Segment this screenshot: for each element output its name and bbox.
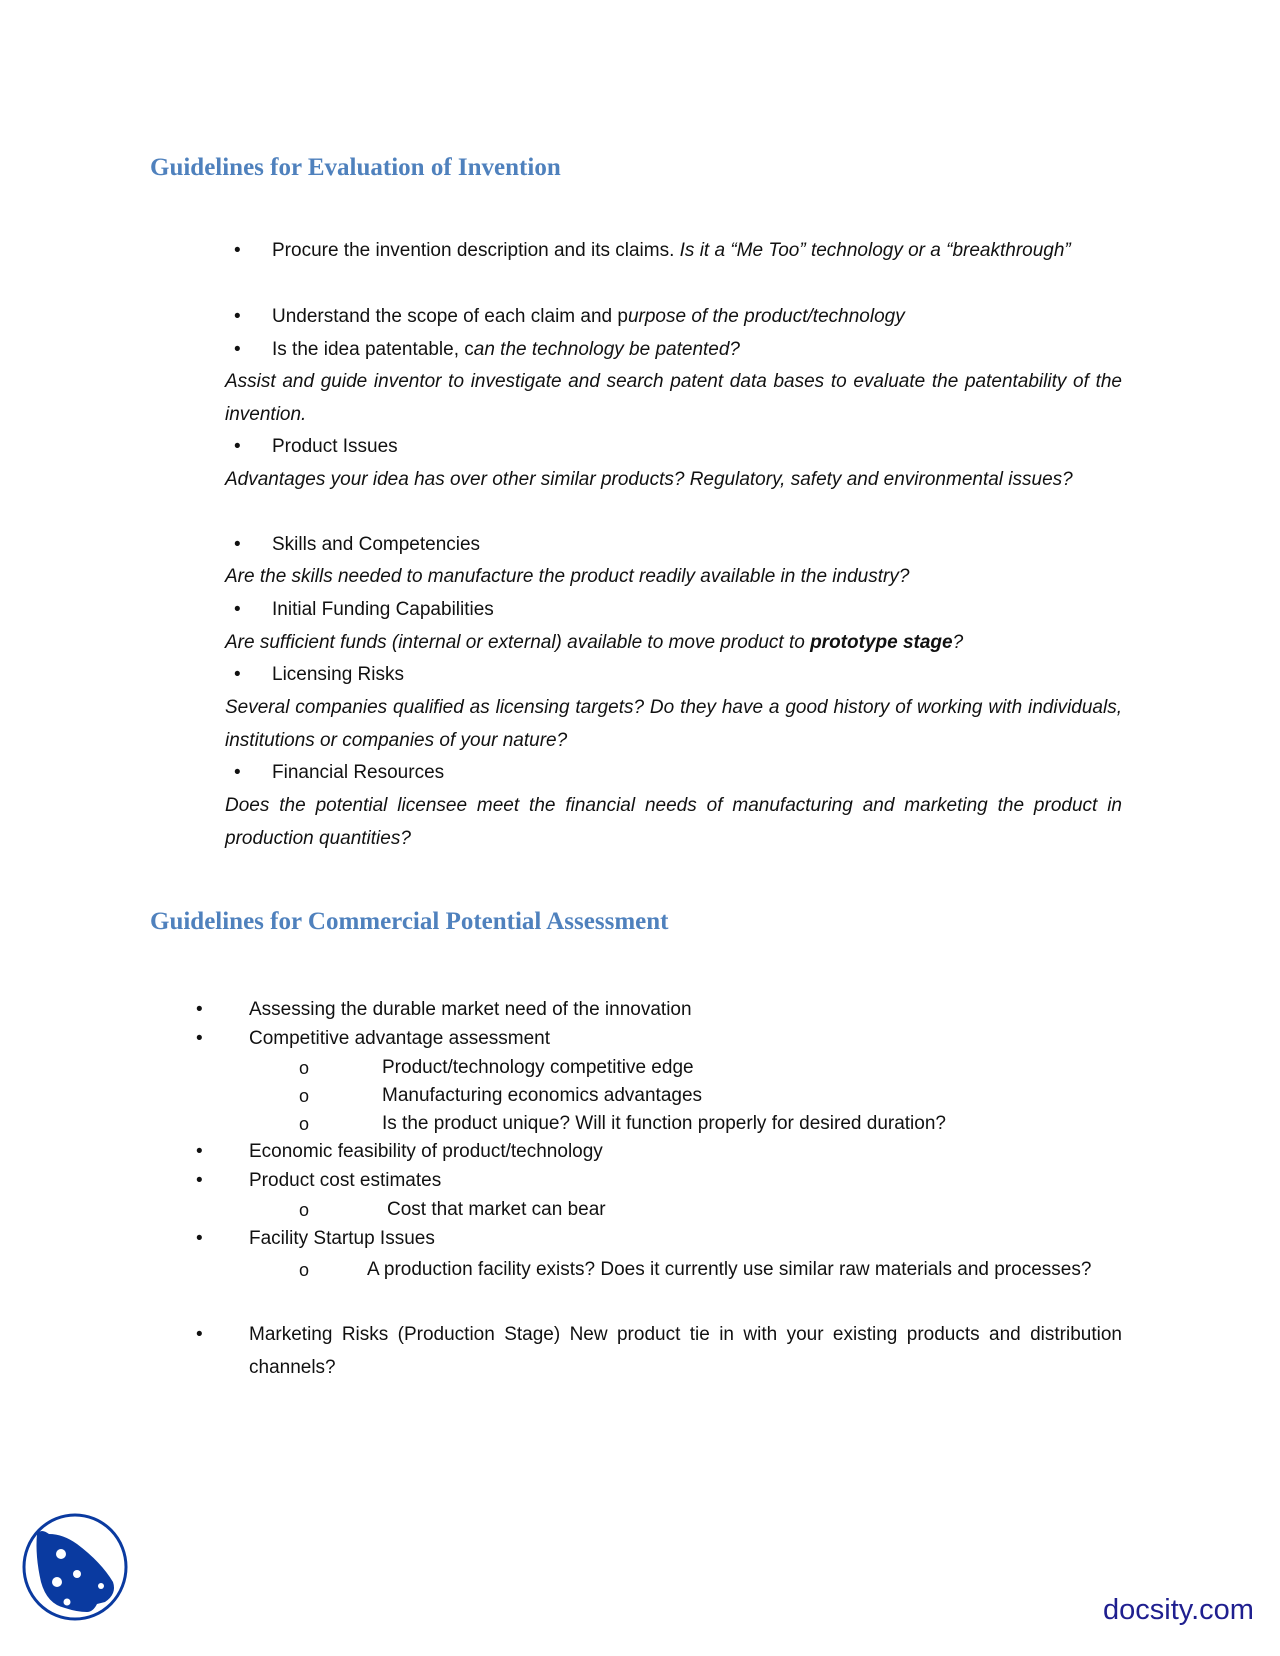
text-italic: urpose of the product/technology — [627, 306, 905, 327]
bullet-icon: • — [234, 534, 241, 555]
paragraph-product-issues: Advantages your idea has over other similar products? Regulatory, safety and environmental issues? — [225, 469, 1073, 490]
list-item: Product cost estimates — [249, 1170, 442, 1191]
bullet-icon: • — [234, 240, 241, 261]
sub-list-item: A production facility exists? Does it currently use similar raw materials and processes? — [367, 1259, 1092, 1280]
list-item: Competitive advantage assessment — [249, 1028, 550, 1049]
circle-bullet-icon: o — [299, 1260, 310, 1280]
bullet-icon: • — [196, 1141, 203, 1162]
circle-bullet-icon: o — [299, 1200, 310, 1220]
bullet-icon: • — [234, 306, 241, 327]
paragraph-licensing: Several companies qualified as licensing targets? Do they have a good history of working with individuals, institutions or companies of your nature? — [225, 697, 1122, 751]
circle-bullet-icon: o — [299, 1086, 310, 1106]
bullet-licensing: Licensing Risks — [272, 664, 404, 685]
bullet-icon: • — [234, 436, 241, 457]
bullet-product-issues: Product Issues — [272, 436, 398, 457]
docsity-brand-link[interactable]: docsity.com — [1103, 1594, 1254, 1626]
sub-list-item: Cost that market can bear — [387, 1199, 606, 1220]
circle-bullet-icon: o — [299, 1114, 310, 1134]
text: Understand the scope of each claim and p — [272, 306, 628, 327]
section-heading-commercial: Guidelines for Commercial Potential Assessment — [150, 908, 669, 935]
list-item: Facility Startup Issues — [249, 1228, 435, 1249]
bullet-icon: • — [234, 339, 241, 360]
bullet-icon: • — [234, 599, 241, 620]
bullet-icon: • — [196, 1028, 203, 1049]
text: ? — [952, 632, 964, 653]
bullet-icon: • — [196, 1324, 203, 1345]
bullet-procure-invention — [272, 235, 1122, 268]
text-italic: an the technology be patented? — [473, 339, 740, 360]
bullet-icon: • — [196, 1228, 203, 1249]
paragraph-funding — [225, 627, 1122, 660]
list-item: Assessing the durable market need of the innovation — [249, 999, 692, 1020]
bullet-skills: Skills and Competencies — [272, 534, 481, 555]
paragraph-skills: Are the skills needed to manufacture the product readily available in the industry? — [225, 566, 910, 587]
text: Is the idea patentable, c — [272, 339, 474, 360]
text-bold: prototype stage — [810, 632, 953, 653]
sub-list-item: Manufacturing economics advantages — [382, 1085, 703, 1106]
text: Procure the invention description and its claims. — [272, 240, 680, 261]
text: Are sufficient funds (internal or external) available to move product to — [225, 632, 811, 653]
bullet-icon: • — [234, 664, 241, 685]
circle-bullet-icon: o — [299, 1058, 310, 1078]
bullet-funding: Initial Funding Capabilities — [272, 599, 494, 620]
bullet-patentable — [272, 334, 1122, 367]
list-item: Economic feasibility of product/technology — [249, 1141, 603, 1162]
bullet-financial: Financial Resources — [272, 762, 445, 783]
docsity-logo-icon — [21, 1512, 129, 1622]
bullet-understand-scope — [272, 301, 1122, 334]
sub-list-item: Is the product unique? Will it function properly for desired duration? — [382, 1113, 946, 1134]
bullet-icon: • — [234, 762, 241, 783]
sub-list-item: Product/technology competitive edge — [382, 1057, 694, 1078]
paragraph-financial: Does the potential licensee meet the financial needs of manufacturing and marketing the product in production quantities? — [225, 795, 1122, 849]
section-heading-evaluation: Guidelines for Evaluation of Invention — [150, 154, 561, 181]
text-italic: Is it a “Me Too” technology or a “breakthrough” — [679, 240, 1071, 261]
paragraph-patentability: Assist and guide inventor to investigate and search patent data bases to evaluate the patentability of the invention. — [225, 371, 1122, 425]
bullet-icon: • — [196, 999, 203, 1020]
list-item: Marketing Risks (Production Stage) New product tie in with your existing products and distribution channels? — [249, 1324, 1122, 1378]
bullet-icon: • — [196, 1170, 203, 1191]
